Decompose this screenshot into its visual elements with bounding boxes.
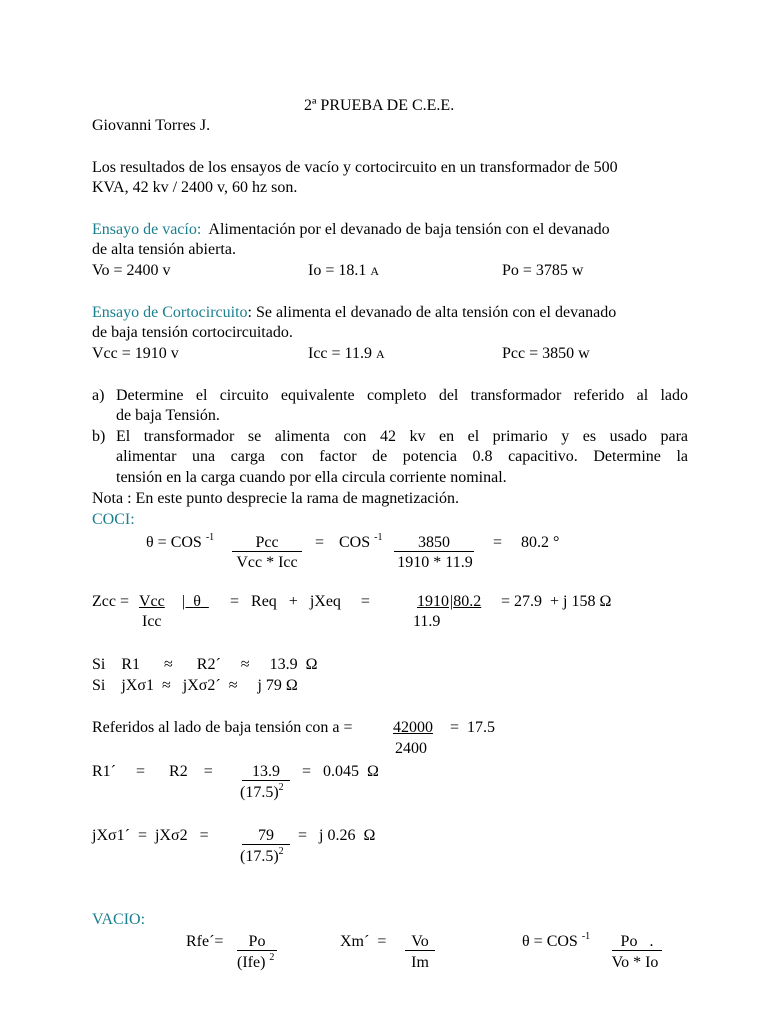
cc-test-paragraph — [92, 303, 616, 323]
intro-line-1: Los resultados de los ensayos de vacío y cortocircuito en un transformador de 500 — [92, 159, 618, 176]
io-unit: A — [370, 264, 380, 278]
ref-result: = 17.5 — [450, 719, 496, 736]
question-a-line-2: de baja Tensión. — [116, 407, 220, 424]
question-a-label: a) — [92, 387, 105, 404]
eq-sign-2: = — [493, 534, 503, 551]
r1-den-text: (17.5) — [240, 784, 279, 801]
si-line-2: Si jXσ1 ≈ jXσ2´ ≈ j 79 Ω — [92, 677, 298, 694]
zcc-numerator-2: 1910 — [417, 593, 449, 610]
rfe-bar — [237, 950, 277, 951]
inverse-sup-3: -1 — [581, 931, 591, 942]
vacio-test-text-2: de alta tensión abierta. — [92, 241, 236, 258]
theta0-lhs-text: θ = COS — [522, 933, 578, 950]
rfe-square: 2 — [269, 952, 275, 963]
theta0-bar — [612, 950, 662, 951]
rfe-numerator: Po — [248, 933, 266, 950]
x1-den-text: (17.5) — [240, 848, 279, 865]
frac2-numerator: 3850 — [418, 534, 450, 551]
zcc-lhs: Zcc = — [92, 593, 129, 610]
inverse-sup-2: -1 — [374, 532, 383, 543]
vacio-test-label: Ensayo de vacío: — [92, 221, 202, 238]
xm-bar — [405, 950, 435, 951]
frac2-denominator: 1910 * 11.9 — [397, 554, 473, 571]
theta-lhs — [146, 533, 214, 555]
cos-2-text: COS — [339, 534, 371, 551]
zcc-numerator: Vcc — [139, 593, 165, 610]
zcc-angle: | θ — [182, 593, 201, 610]
vcc-value: Vcc = 1910 v — [92, 345, 179, 362]
xm-numerator: Vo — [411, 933, 429, 950]
rfe-denominator — [237, 953, 274, 975]
question-b-label: b) — [92, 428, 106, 445]
icc-value — [308, 344, 385, 364]
ref-denominator: 2400 — [395, 740, 427, 757]
x1-result: = j 0.26 Ω — [298, 827, 376, 844]
zcc-denominator-2: 11.9 — [413, 613, 441, 630]
po-value: Po = 3785 w — [502, 262, 584, 279]
si-line-1: Si R1 ≈ R2´ ≈ 13.9 Ω — [92, 656, 318, 673]
x1-denominator — [240, 847, 284, 869]
r1-numerator: 13.9 — [252, 763, 280, 780]
io-value — [308, 261, 379, 281]
zcc-angle-2: |80.2 — [450, 593, 482, 610]
theta-result: 80.2 ° — [521, 534, 560, 551]
theta0-denominator: Vo * Io — [611, 954, 659, 971]
coci-heading: COCI: — [92, 511, 135, 528]
x1-bar — [242, 844, 290, 845]
question-a-line-1: Determine el circuito equivalente completo del transformador referido al lado — [116, 387, 688, 404]
vacio-test-paragraph — [92, 220, 610, 240]
xm-denominator: Im — [411, 954, 429, 971]
theta0-numerator: Po . — [620, 933, 654, 950]
x1-numerator: 79 — [258, 827, 274, 844]
r1-square: 2 — [278, 782, 284, 793]
rfe-lhs: Rfe´= — [186, 933, 224, 950]
r1-result: = 0.045 Ω — [302, 763, 379, 780]
vo-value: Vo = 2400 v — [92, 262, 171, 279]
page-title: 2ª PRUEBA DE C.E.E. — [304, 97, 455, 114]
cc-test-text-1: : Se alimenta el devanado de alta tensión con el devanado — [247, 304, 617, 321]
zcc-angle-text: θ — [193, 593, 201, 610]
x1-lhs: jXσ1´ = jXσ2 = — [92, 827, 209, 844]
nota-text: Nota : En este punto desprecie la rama de magnetización. — [92, 490, 459, 507]
zcc-denominator: Icc — [142, 613, 162, 630]
eq-sign-1: = — [315, 534, 325, 551]
cc-test-label: Ensayo de Cortocircuito — [92, 304, 248, 321]
vacio-test-text-1: Alimentación por el devanado de baja tensión con el devanado — [208, 221, 610, 238]
x1-square: 2 — [278, 846, 284, 857]
r1-lhs: R1´ = R2 = — [92, 763, 213, 780]
frac2-bar — [394, 551, 474, 552]
author-name: Giovanni Torres J. — [92, 117, 211, 134]
frac1-numerator: Pcc — [255, 534, 279, 551]
question-b-line-3: tensión en la carga cuando por ella circula corriente nominal. — [116, 469, 507, 486]
intro-line-2: KVA, 42 kv / 2400 v, 60 hz son. — [92, 179, 298, 196]
theta-lhs-text: θ = COS — [146, 534, 202, 551]
cc-test-text-2: de baja tensión cortocircuitado. — [92, 324, 293, 341]
pcc-value: Pcc = 3850 w — [502, 345, 590, 362]
io-text: Io = 18.1 — [308, 262, 367, 279]
cos-2 — [339, 533, 382, 555]
icc-text: Icc = 11.9 — [308, 345, 372, 362]
zcc-mid: = Req + jXeq = — [230, 593, 370, 610]
r1-bar — [242, 780, 290, 781]
zcc-result: = 27.9 + j 158 Ω — [501, 593, 612, 610]
frac1-bar — [232, 551, 302, 552]
ref-text: Referidos al lado de baja tensión con a = — [92, 719, 353, 736]
ref-numerator: 42000 — [393, 719, 433, 736]
question-b-line-1: El transformador se alimenta con 42 kv en el primario y es usado para — [116, 428, 688, 445]
inverse-sup: -1 — [205, 532, 215, 543]
theta0-lhs — [522, 932, 590, 954]
xm-lhs: Xm´ = — [340, 933, 387, 950]
question-b-line-2: alimentar una carga con factor de potencia 0.8 capacitivo. Determine la — [116, 448, 688, 465]
zcc-angle-2-text: 80.2 — [453, 593, 482, 610]
rfe-den-text: (Ife) — [237, 954, 266, 971]
frac1-denominator: Vcc * Icc — [236, 554, 298, 571]
r1-denominator — [240, 783, 284, 805]
icc-unit: A — [375, 347, 385, 361]
vacio-heading: VACIO: — [92, 911, 146, 928]
